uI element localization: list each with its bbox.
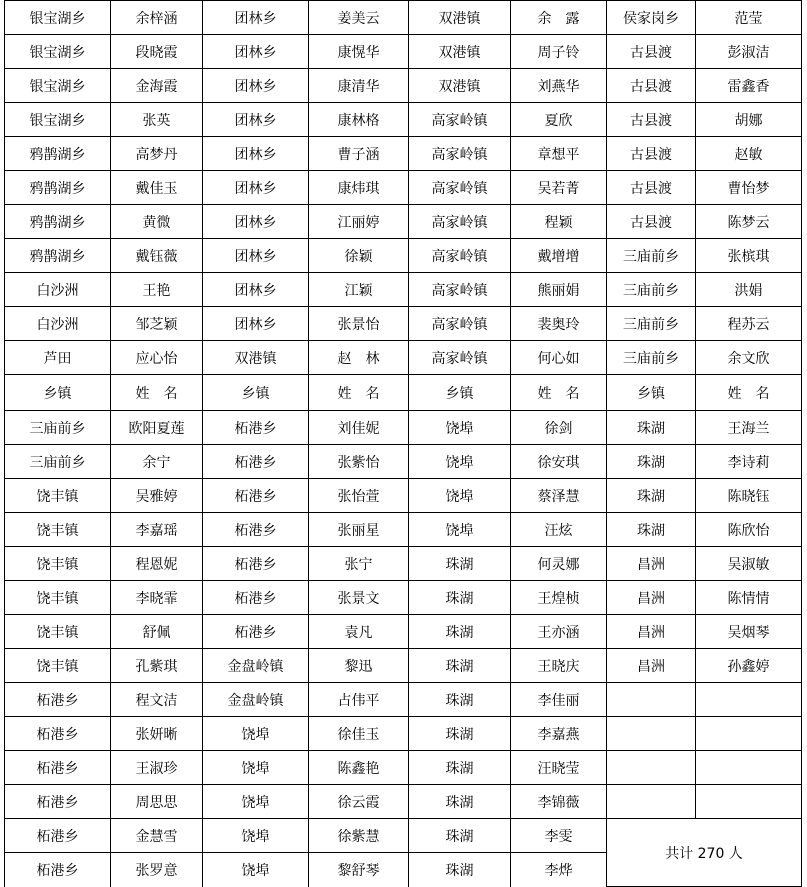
- township-cell: [607, 683, 696, 717]
- person-name-cell: 李烨: [511, 853, 607, 887]
- township-cell: 珠湖: [409, 717, 511, 751]
- township-cell: 团林乡: [203, 1, 309, 35]
- table-row: [5, 103, 802, 137]
- table-row: [5, 69, 802, 103]
- township-cell: 金盘岭镇: [203, 683, 309, 717]
- township-cell: 高家岭镇: [409, 137, 511, 171]
- township-cell: 高家岭镇: [409, 307, 511, 341]
- person-name-cell: 徐云霞: [309, 785, 409, 819]
- person-name-cell: 段晓霞: [111, 35, 203, 69]
- township-cell: 柘港乡: [5, 683, 111, 717]
- township-cell: 饶丰镇: [5, 615, 111, 649]
- township-cell: 饶埠: [203, 717, 309, 751]
- person-name-cell: 赵 林: [309, 341, 409, 375]
- person-name-cell: 张妍晰: [111, 717, 203, 751]
- person-name-cell: 王海兰: [696, 411, 802, 445]
- table-row: [5, 785, 802, 819]
- person-name-cell: 章想平: [511, 137, 607, 171]
- header-row: [5, 375, 802, 411]
- person-name-cell: 江颖: [309, 273, 409, 307]
- person-name-cell: 李锦薇: [511, 785, 607, 819]
- person-name-cell: 曹子涵: [309, 137, 409, 171]
- header-township: 乡镇: [5, 375, 111, 411]
- township-cell: [607, 785, 696, 819]
- township-cell: 饶丰镇: [5, 547, 111, 581]
- township-cell: 古县渡: [607, 205, 696, 239]
- person-name-cell: 李嘉瑶: [111, 513, 203, 547]
- person-name-cell: 戴佳玉: [111, 171, 203, 205]
- table-row: [5, 751, 802, 785]
- person-name-cell: 裴奥玲: [511, 307, 607, 341]
- table-row: [5, 479, 802, 513]
- person-name-cell: 徐紫慧: [309, 819, 409, 853]
- township-cell: 珠湖: [607, 513, 696, 547]
- person-name-cell: 孙鑫婷: [696, 649, 802, 683]
- township-cell: 饶埠: [409, 513, 511, 547]
- person-name-cell: 张宁: [309, 547, 409, 581]
- person-name-cell: 舒佩: [111, 615, 203, 649]
- person-name-cell: 徐安琪: [511, 445, 607, 479]
- person-name-cell: 金慧雪: [111, 819, 203, 853]
- township-cell: 珠湖: [409, 853, 511, 887]
- table-row: [5, 273, 802, 307]
- township-cell: 高家岭镇: [409, 205, 511, 239]
- table-row: [5, 717, 802, 751]
- table-row: [5, 307, 802, 341]
- person-name-cell: 吴淑敏: [696, 547, 802, 581]
- person-name-cell: 程恩妮: [111, 547, 203, 581]
- person-name-cell: 张景怡: [309, 307, 409, 341]
- table-row: [5, 445, 802, 479]
- township-cell: 珠湖: [607, 479, 696, 513]
- header-name: 姓 名: [111, 375, 203, 411]
- person-name-cell: 雷鑫香: [696, 69, 802, 103]
- header-name: 姓 名: [511, 375, 607, 411]
- person-name-cell: 程苏云: [696, 307, 802, 341]
- township-cell: 团林乡: [203, 35, 309, 69]
- township-cell: 柘港乡: [5, 853, 111, 887]
- person-name-cell: 熊丽娟: [511, 273, 607, 307]
- township-cell: 高家岭镇: [409, 273, 511, 307]
- table-row: [5, 683, 802, 717]
- person-name-cell: 何心如: [511, 341, 607, 375]
- table-row: [5, 239, 802, 273]
- person-name-cell: 张丽星: [309, 513, 409, 547]
- person-name-cell: 康清华: [309, 69, 409, 103]
- person-name-cell: 黎舒琴: [309, 853, 409, 887]
- township-cell: 古县渡: [607, 69, 696, 103]
- township-cell: 柘港乡: [203, 479, 309, 513]
- township-cell: 银宝湖乡: [5, 1, 111, 35]
- roster-body: [5, 1, 802, 887]
- person-name-cell: 李嘉燕: [511, 717, 607, 751]
- township-cell: 团林乡: [203, 69, 309, 103]
- person-name-cell: 黎迅: [309, 649, 409, 683]
- township-cell: 柘港乡: [203, 411, 309, 445]
- header-name: 姓 名: [696, 375, 802, 411]
- person-name-cell: 蔡泽慧: [511, 479, 607, 513]
- township-cell: 饶丰镇: [5, 513, 111, 547]
- person-name-cell: 应心怡: [111, 341, 203, 375]
- township-cell: 柘港乡: [203, 513, 309, 547]
- township-cell: 团林乡: [203, 239, 309, 273]
- table-row: [5, 819, 802, 853]
- person-name-cell: 黄微: [111, 205, 203, 239]
- township-cell: 饶丰镇: [5, 479, 111, 513]
- person-name-cell: [696, 751, 802, 785]
- township-cell: 珠湖: [409, 683, 511, 717]
- person-name-cell: 汪晓莹: [511, 751, 607, 785]
- person-name-cell: [696, 717, 802, 751]
- township-cell: 柘港乡: [203, 547, 309, 581]
- person-name-cell: 李诗莉: [696, 445, 802, 479]
- township-cell: 芦田: [5, 341, 111, 375]
- person-name-cell: 张罗意: [111, 853, 203, 887]
- township-cell: 双港镇: [409, 69, 511, 103]
- person-name-cell: 姜美云: [309, 1, 409, 35]
- person-name-cell: 范莹: [696, 1, 802, 35]
- township-cell: 柘港乡: [203, 445, 309, 479]
- person-name-cell: 程文洁: [111, 683, 203, 717]
- township-cell: 昌洲: [607, 547, 696, 581]
- township-cell: 饶埠: [203, 751, 309, 785]
- table-row: [5, 411, 802, 445]
- person-name-cell: 赵敏: [696, 137, 802, 171]
- person-name-cell: 金海霞: [111, 69, 203, 103]
- header-township: 乡镇: [409, 375, 511, 411]
- township-cell: 饶丰镇: [5, 649, 111, 683]
- person-name-cell: 王晓庆: [511, 649, 607, 683]
- township-cell: 柘港乡: [5, 751, 111, 785]
- township-cell: 珠湖: [409, 751, 511, 785]
- person-name-cell: 戴增增: [511, 239, 607, 273]
- person-name-cell: 占伟平: [309, 683, 409, 717]
- township-cell: 高家岭镇: [409, 171, 511, 205]
- person-name-cell: 王艳: [111, 273, 203, 307]
- township-cell: 古县渡: [607, 35, 696, 69]
- township-cell: 三庙前乡: [607, 239, 696, 273]
- total-count: 共计 270 人: [607, 819, 802, 887]
- table-row: [5, 513, 802, 547]
- header-township: 乡镇: [203, 375, 309, 411]
- person-name-cell: 周子铃: [511, 35, 607, 69]
- person-name-cell: 周思思: [111, 785, 203, 819]
- person-name-cell: 程颖: [511, 205, 607, 239]
- person-name-cell: 王亦涵: [511, 615, 607, 649]
- person-name-cell: 陈梦云: [696, 205, 802, 239]
- person-name-cell: 吴烟琴: [696, 615, 802, 649]
- township-cell: 昌洲: [607, 649, 696, 683]
- township-cell: 昌洲: [607, 615, 696, 649]
- person-name-cell: 徐佳玉: [309, 717, 409, 751]
- person-name-cell: 余 露: [511, 1, 607, 35]
- header-township: 乡镇: [607, 375, 696, 411]
- township-cell: 饶埠: [203, 819, 309, 853]
- person-name-cell: 胡娜: [696, 103, 802, 137]
- person-name-cell: 袁凡: [309, 615, 409, 649]
- township-cell: 鸦鹊湖乡: [5, 239, 111, 273]
- township-cell: 饶埠: [409, 445, 511, 479]
- township-cell: 团林乡: [203, 273, 309, 307]
- table-row: [5, 615, 802, 649]
- table-row: [5, 137, 802, 171]
- person-name-cell: 邹芝颖: [111, 307, 203, 341]
- township-cell: 珠湖: [409, 819, 511, 853]
- header-name: 姓 名: [309, 375, 409, 411]
- person-name-cell: 吴若菁: [511, 171, 607, 205]
- township-cell: 高家岭镇: [409, 239, 511, 273]
- person-name-cell: 康林格: [309, 103, 409, 137]
- person-name-cell: 王煌桢: [511, 581, 607, 615]
- township-cell: 柘港乡: [5, 717, 111, 751]
- township-cell: 饶丰镇: [5, 581, 111, 615]
- township-cell: 珠湖: [409, 615, 511, 649]
- township-cell: 古县渡: [607, 103, 696, 137]
- person-name-cell: 何灵娜: [511, 547, 607, 581]
- township-cell: 白沙洲: [5, 273, 111, 307]
- township-cell: 双港镇: [409, 35, 511, 69]
- person-name-cell: 曹怡梦: [696, 171, 802, 205]
- township-cell: 饶埠: [203, 853, 309, 887]
- person-name-cell: 康愰华: [309, 35, 409, 69]
- person-name-cell: 陈晓钰: [696, 479, 802, 513]
- township-cell: 团林乡: [203, 171, 309, 205]
- person-name-cell: 孔紫琪: [111, 649, 203, 683]
- person-name-cell: 陈情情: [696, 581, 802, 615]
- person-name-cell: 余梓涵: [111, 1, 203, 35]
- person-name-cell: 刘佳妮: [309, 411, 409, 445]
- township-cell: 饶埠: [409, 411, 511, 445]
- township-cell: 双港镇: [409, 1, 511, 35]
- person-name-cell: 高梦丹: [111, 137, 203, 171]
- person-name-cell: 余文欣: [696, 341, 802, 375]
- roster-sheet: [4, 0, 801, 882]
- person-name-cell: 陈鑫艳: [309, 751, 409, 785]
- person-name-cell: 欧阳夏莲: [111, 411, 203, 445]
- township-cell: 鸦鹊湖乡: [5, 205, 111, 239]
- person-name-cell: 江丽婷: [309, 205, 409, 239]
- township-cell: 白沙洲: [5, 307, 111, 341]
- township-cell: 三庙前乡: [607, 341, 696, 375]
- township-cell: 团林乡: [203, 103, 309, 137]
- township-cell: 饶埠: [203, 785, 309, 819]
- township-cell: 古县渡: [607, 171, 696, 205]
- township-cell: 珠湖: [607, 411, 696, 445]
- township-cell: 金盘岭镇: [203, 649, 309, 683]
- table-row: [5, 171, 802, 205]
- township-cell: 珠湖: [409, 649, 511, 683]
- township-cell: 三庙前乡: [5, 445, 111, 479]
- person-name-cell: 彭淑洁: [696, 35, 802, 69]
- person-name-cell: 康炜琪: [309, 171, 409, 205]
- person-name-cell: [696, 785, 802, 819]
- township-cell: 团林乡: [203, 205, 309, 239]
- person-name-cell: 张怡萱: [309, 479, 409, 513]
- township-cell: [607, 717, 696, 751]
- township-cell: 团林乡: [203, 137, 309, 171]
- person-name-cell: 徐颖: [309, 239, 409, 273]
- person-name-cell: 张槟琪: [696, 239, 802, 273]
- person-name-cell: 吴雅婷: [111, 479, 203, 513]
- township-cell: 柘港乡: [203, 581, 309, 615]
- person-name-cell: 徐剑: [511, 411, 607, 445]
- township-cell: 珠湖: [409, 581, 511, 615]
- person-name-cell: 张景文: [309, 581, 409, 615]
- township-cell: 三庙前乡: [607, 307, 696, 341]
- person-name-cell: 张英: [111, 103, 203, 137]
- person-name-cell: 夏欣: [511, 103, 607, 137]
- table-row: [5, 547, 802, 581]
- person-name-cell: 王淑珍: [111, 751, 203, 785]
- township-cell: [607, 751, 696, 785]
- township-cell: 三庙前乡: [5, 411, 111, 445]
- township-cell: 银宝湖乡: [5, 69, 111, 103]
- person-name-cell: 李雯: [511, 819, 607, 853]
- township-cell: 团林乡: [203, 307, 309, 341]
- table-row: [5, 341, 802, 375]
- person-name-cell: 戴钰薇: [111, 239, 203, 273]
- township-cell: 饶埠: [409, 479, 511, 513]
- table-row: [5, 35, 802, 69]
- township-cell: 珠湖: [409, 547, 511, 581]
- township-cell: 银宝湖乡: [5, 103, 111, 137]
- person-name-cell: 刘燕华: [511, 69, 607, 103]
- person-name-cell: 李晓霏: [111, 581, 203, 615]
- township-cell: 双港镇: [203, 341, 309, 375]
- township-cell: 侯家岗乡: [607, 1, 696, 35]
- person-name-cell: 汪炫: [511, 513, 607, 547]
- roster-table: [4, 0, 802, 887]
- person-name-cell: 余宁: [111, 445, 203, 479]
- table-row: [5, 1, 802, 35]
- township-cell: 珠湖: [607, 445, 696, 479]
- township-cell: 银宝湖乡: [5, 35, 111, 69]
- township-cell: 鸦鹊湖乡: [5, 137, 111, 171]
- person-name-cell: 陈欣怡: [696, 513, 802, 547]
- person-name-cell: [696, 683, 802, 717]
- person-name-cell: 洪娟: [696, 273, 802, 307]
- township-cell: 高家岭镇: [409, 341, 511, 375]
- township-cell: 柘港乡: [203, 615, 309, 649]
- township-cell: 柘港乡: [5, 819, 111, 853]
- township-cell: 古县渡: [607, 137, 696, 171]
- table-row: [5, 205, 802, 239]
- person-name-cell: 张紫怡: [309, 445, 409, 479]
- township-cell: 三庙前乡: [607, 273, 696, 307]
- township-cell: 柘港乡: [5, 785, 111, 819]
- table-row: [5, 581, 802, 615]
- township-cell: 昌洲: [607, 581, 696, 615]
- township-cell: 高家岭镇: [409, 103, 511, 137]
- township-cell: 珠湖: [409, 785, 511, 819]
- person-name-cell: 李佳丽: [511, 683, 607, 717]
- table-row: [5, 649, 802, 683]
- township-cell: 鸦鹊湖乡: [5, 171, 111, 205]
